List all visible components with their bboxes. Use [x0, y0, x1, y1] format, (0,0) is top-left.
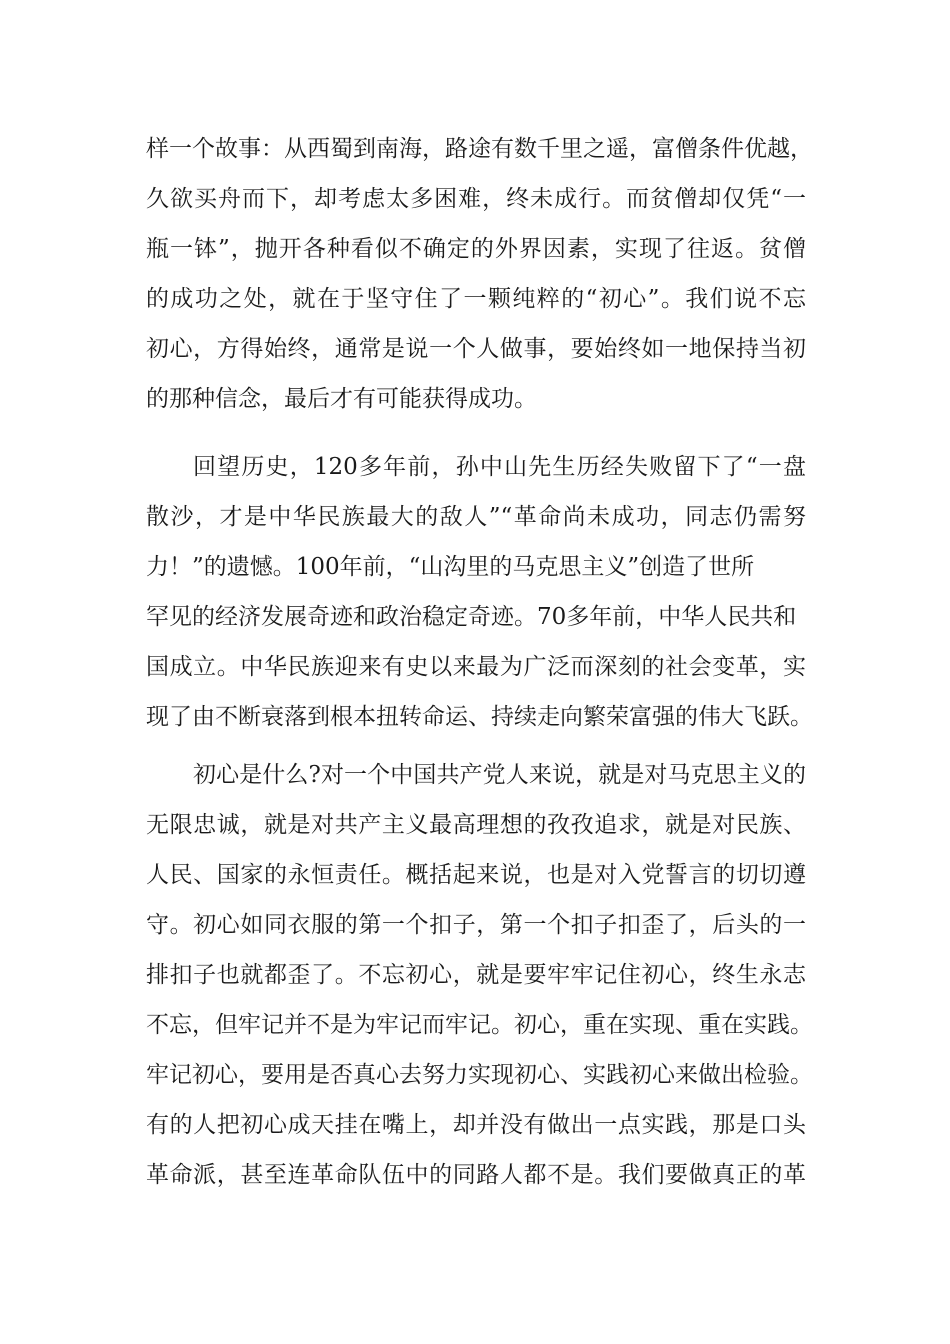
text-line: 现了由不断衰落到根本扭转命运、持续走向繁荣富强的伟大飞跃。 [146, 704, 813, 730]
text-line: 的那种信念，最后才有可能获得成功。 [146, 386, 537, 412]
text-line: 的成功之处，就在于坚守住了一颗纯粹的“初心”。我们说不忘 [146, 286, 806, 312]
text-line: 初心是什么?对一个中国共产党人来说，就是对马克思主义的 [193, 762, 806, 788]
text-line: 力！”的遗憾。100年前，“山沟里的马克思主义”创造了世所 [146, 554, 755, 580]
text-line: 守。初心如同衣服的第一个扣子，第一个扣子扣歪了，后头的一 [146, 912, 806, 938]
text-line: 有的人把初心成天挂在嘴上，却并没有做出一点实践，那是口头 [146, 1112, 806, 1138]
text-line: 样一个故事：从西蜀到南海，路途有数千里之遥，富僧条件优越， [146, 136, 813, 162]
text-line: 瓶一钵”，抛开各种看似不确定的外界因素，实现了往返。贫僧 [146, 236, 806, 262]
text-line: 久欲买舟而下，却考虑太多困难，终未成行。而贫僧却仅凭“一 [146, 186, 806, 212]
text-line: 罕见的经济发展奇迹和政治稳定奇迹。70多年前，中华人民共和 [146, 604, 797, 630]
text-line: 国成立。中华民族迎来有史以来最为广泛而深刻的社会变革，实 [146, 654, 806, 680]
text-line: 回望历史，120多年前，孙中山先生历经失败留下了“一盘 [193, 454, 806, 480]
text-line: 初心，方得始终，通常是说一个人做事，要始终如一地保持当初 [146, 336, 806, 362]
text-line: 无限忠诚，就是对共产主义最高理想的孜孜追求，就是对民族、 [146, 812, 806, 838]
text-line: 革命派，甚至连革命队伍中的同路人都不是。我们要做真正的革 [146, 1162, 806, 1188]
text-line: 排扣子也就都歪了。不忘初心，就是要牢牢记住初心，终生永志 [146, 962, 806, 988]
text-line: 散沙，才是中华民族最大的敌人”“革命尚未成功，同志仍需努 [146, 504, 806, 530]
text-line: 不忘，但牢记并不是为牢记而牢记。初心，重在实现、重在实践。 [146, 1012, 813, 1038]
text-line: 人民、国家的永恒责任。概括起来说，也是对入党誓言的切切遵 [146, 862, 806, 888]
text-line: 牢记初心，要用是否真心去努力实现初心、实践初心来做出检验。 [146, 1062, 813, 1088]
